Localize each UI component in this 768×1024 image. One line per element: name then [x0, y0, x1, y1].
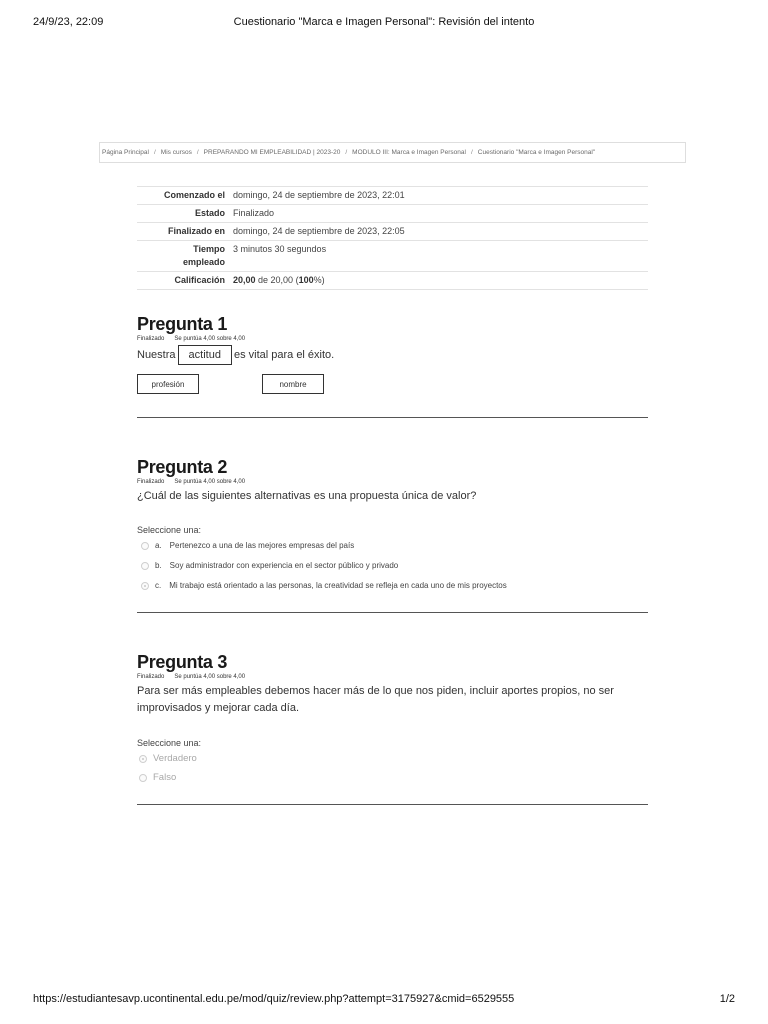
option-label: Pertenezco a una de las mejores empresas del país	[169, 541, 355, 550]
answer-option-a[interactable]	[141, 541, 354, 550]
grade-value	[233, 272, 648, 290]
select-one-prompt: Seleccione una:	[137, 525, 202, 535]
answer-option-falso[interactable]	[139, 772, 176, 783]
question-status: Finalizado	[137, 479, 165, 485]
answer-option-verdadero[interactable]	[139, 753, 197, 764]
started-label: Comenzado el	[163, 190, 225, 200]
option-label: Mi trabajo está orientado a las personas, la creatividad se refleja en cada uno de mis proyectos	[169, 581, 507, 590]
state-value: Finalizado	[233, 208, 275, 218]
question-2	[137, 457, 648, 615]
question-divider	[137, 612, 648, 613]
option-letter: c.	[155, 581, 162, 590]
question-status: Finalizado	[137, 674, 165, 680]
summary-row-started	[137, 187, 648, 205]
question-title: Pregunta 2	[137, 457, 228, 477]
option-letter: a.	[155, 541, 162, 550]
drop-zone-answer[interactable]: actitud	[178, 345, 232, 365]
breadcrumb	[99, 142, 686, 163]
drag-option-nombre[interactable]: nombre	[262, 374, 324, 394]
question-divider	[137, 804, 648, 805]
select-one-prompt: Seleccione una:	[137, 738, 202, 748]
question-status: Finalizado	[137, 336, 165, 342]
question-text	[137, 345, 648, 365]
question-text-line2: improvisados y mejorar cada día.	[137, 702, 300, 714]
question-divider	[137, 417, 648, 418]
radio-button[interactable]	[141, 542, 149, 550]
question-score: Se puntúa 4,00 sobre 4,00	[174, 479, 246, 485]
breadcrumb-course[interactable]: PREPARANDO MI EMPLEABILIDAD | 2023-20	[203, 149, 341, 156]
time-value: 3 minutos 30 segundos	[233, 244, 327, 254]
question-meta	[137, 335, 648, 343]
radio-button-selected[interactable]	[139, 755, 147, 763]
print-footer	[33, 993, 735, 1007]
summary-row-grade	[137, 272, 648, 290]
option-label: Verdadero	[153, 753, 197, 764]
time-label	[137, 241, 233, 272]
answer-option-b[interactable]	[141, 561, 398, 570]
finished-value: domingo, 24 de septiembre de 2023, 22:05	[233, 226, 405, 236]
time-label-line2: empleado	[182, 257, 225, 267]
breadcrumb-separator: /	[470, 149, 473, 156]
option-letter: b.	[155, 561, 162, 570]
finished-label: Finalizado en	[167, 226, 225, 236]
question-text-line1: Para ser más empleables debemos hacer más de lo que nos piden, incluir aportes propios, no ser	[137, 685, 614, 697]
question-score: Se puntúa 4,00 sobre 4,00	[174, 674, 246, 680]
breadcrumb-home[interactable]: Página Principal	[102, 149, 149, 156]
question-text-after: es vital para el éxito.	[233, 349, 335, 361]
radio-button-selected[interactable]	[141, 582, 149, 590]
breadcrumb-separator: /	[153, 149, 156, 156]
question-1	[137, 314, 648, 420]
option-label: Falso	[153, 772, 177, 783]
question-title: Pregunta 1	[137, 314, 228, 334]
drag-option-profesion[interactable]: profesión	[137, 374, 199, 394]
question-score: Se puntúa 4,00 sobre 4,00	[174, 336, 246, 342]
breadcrumb-my-courses[interactable]: Mis cursos	[160, 149, 192, 156]
question-text: ¿Cuál de las siguientes alternativas es una propuesta única de valor?	[137, 490, 477, 502]
radio-button[interactable]	[139, 774, 147, 782]
grade-suffix: %)	[313, 275, 325, 285]
started-value: domingo, 24 de septiembre de 2023, 22:01	[233, 190, 405, 200]
grade-label: Calificación	[174, 275, 225, 285]
time-label-line1: Tiempo	[193, 244, 225, 254]
print-date: 24/9/23, 22:09	[33, 16, 104, 28]
grade-percent: 100	[298, 275, 314, 285]
print-url: https://estudiantesavp.ucontinental.edu.pe/mod/quiz/review.php?attempt=3175927&cmid=6529555	[33, 993, 515, 1005]
print-title: Cuestionario "Marca e Imagen Personal": Revisión del intento	[233, 16, 535, 28]
state-label: Estado	[194, 208, 225, 218]
summary-row-finished	[137, 223, 648, 241]
print-header	[33, 16, 735, 30]
question-meta	[137, 673, 648, 681]
grade-score: 20,00	[233, 275, 256, 285]
breadcrumb-separator: /	[196, 149, 199, 156]
grade-of: de 20,00 (	[255, 275, 299, 285]
summary-row-time	[137, 241, 648, 272]
breadcrumb-module[interactable]: MODULO III: Marca e Imagen Personal	[352, 149, 466, 156]
question-title: Pregunta 3	[137, 652, 228, 672]
question-text	[137, 683, 648, 717]
attempt-summary-table	[137, 186, 648, 290]
question-text-before: Nuestra	[137, 349, 176, 361]
breadcrumb-separator: /	[345, 149, 348, 156]
option-label: Soy administrador con experiencia en el sector público y privado	[169, 561, 399, 570]
question-3	[137, 652, 648, 807]
summary-row-state	[137, 205, 648, 223]
question-meta	[137, 478, 648, 486]
print-page-number: 1/2	[719, 993, 735, 1005]
answer-option-c[interactable]	[141, 581, 507, 590]
radio-button[interactable]	[141, 562, 149, 570]
breadcrumb-quiz[interactable]: Cuestionario "Marca e Imagen Personal"	[477, 149, 596, 156]
